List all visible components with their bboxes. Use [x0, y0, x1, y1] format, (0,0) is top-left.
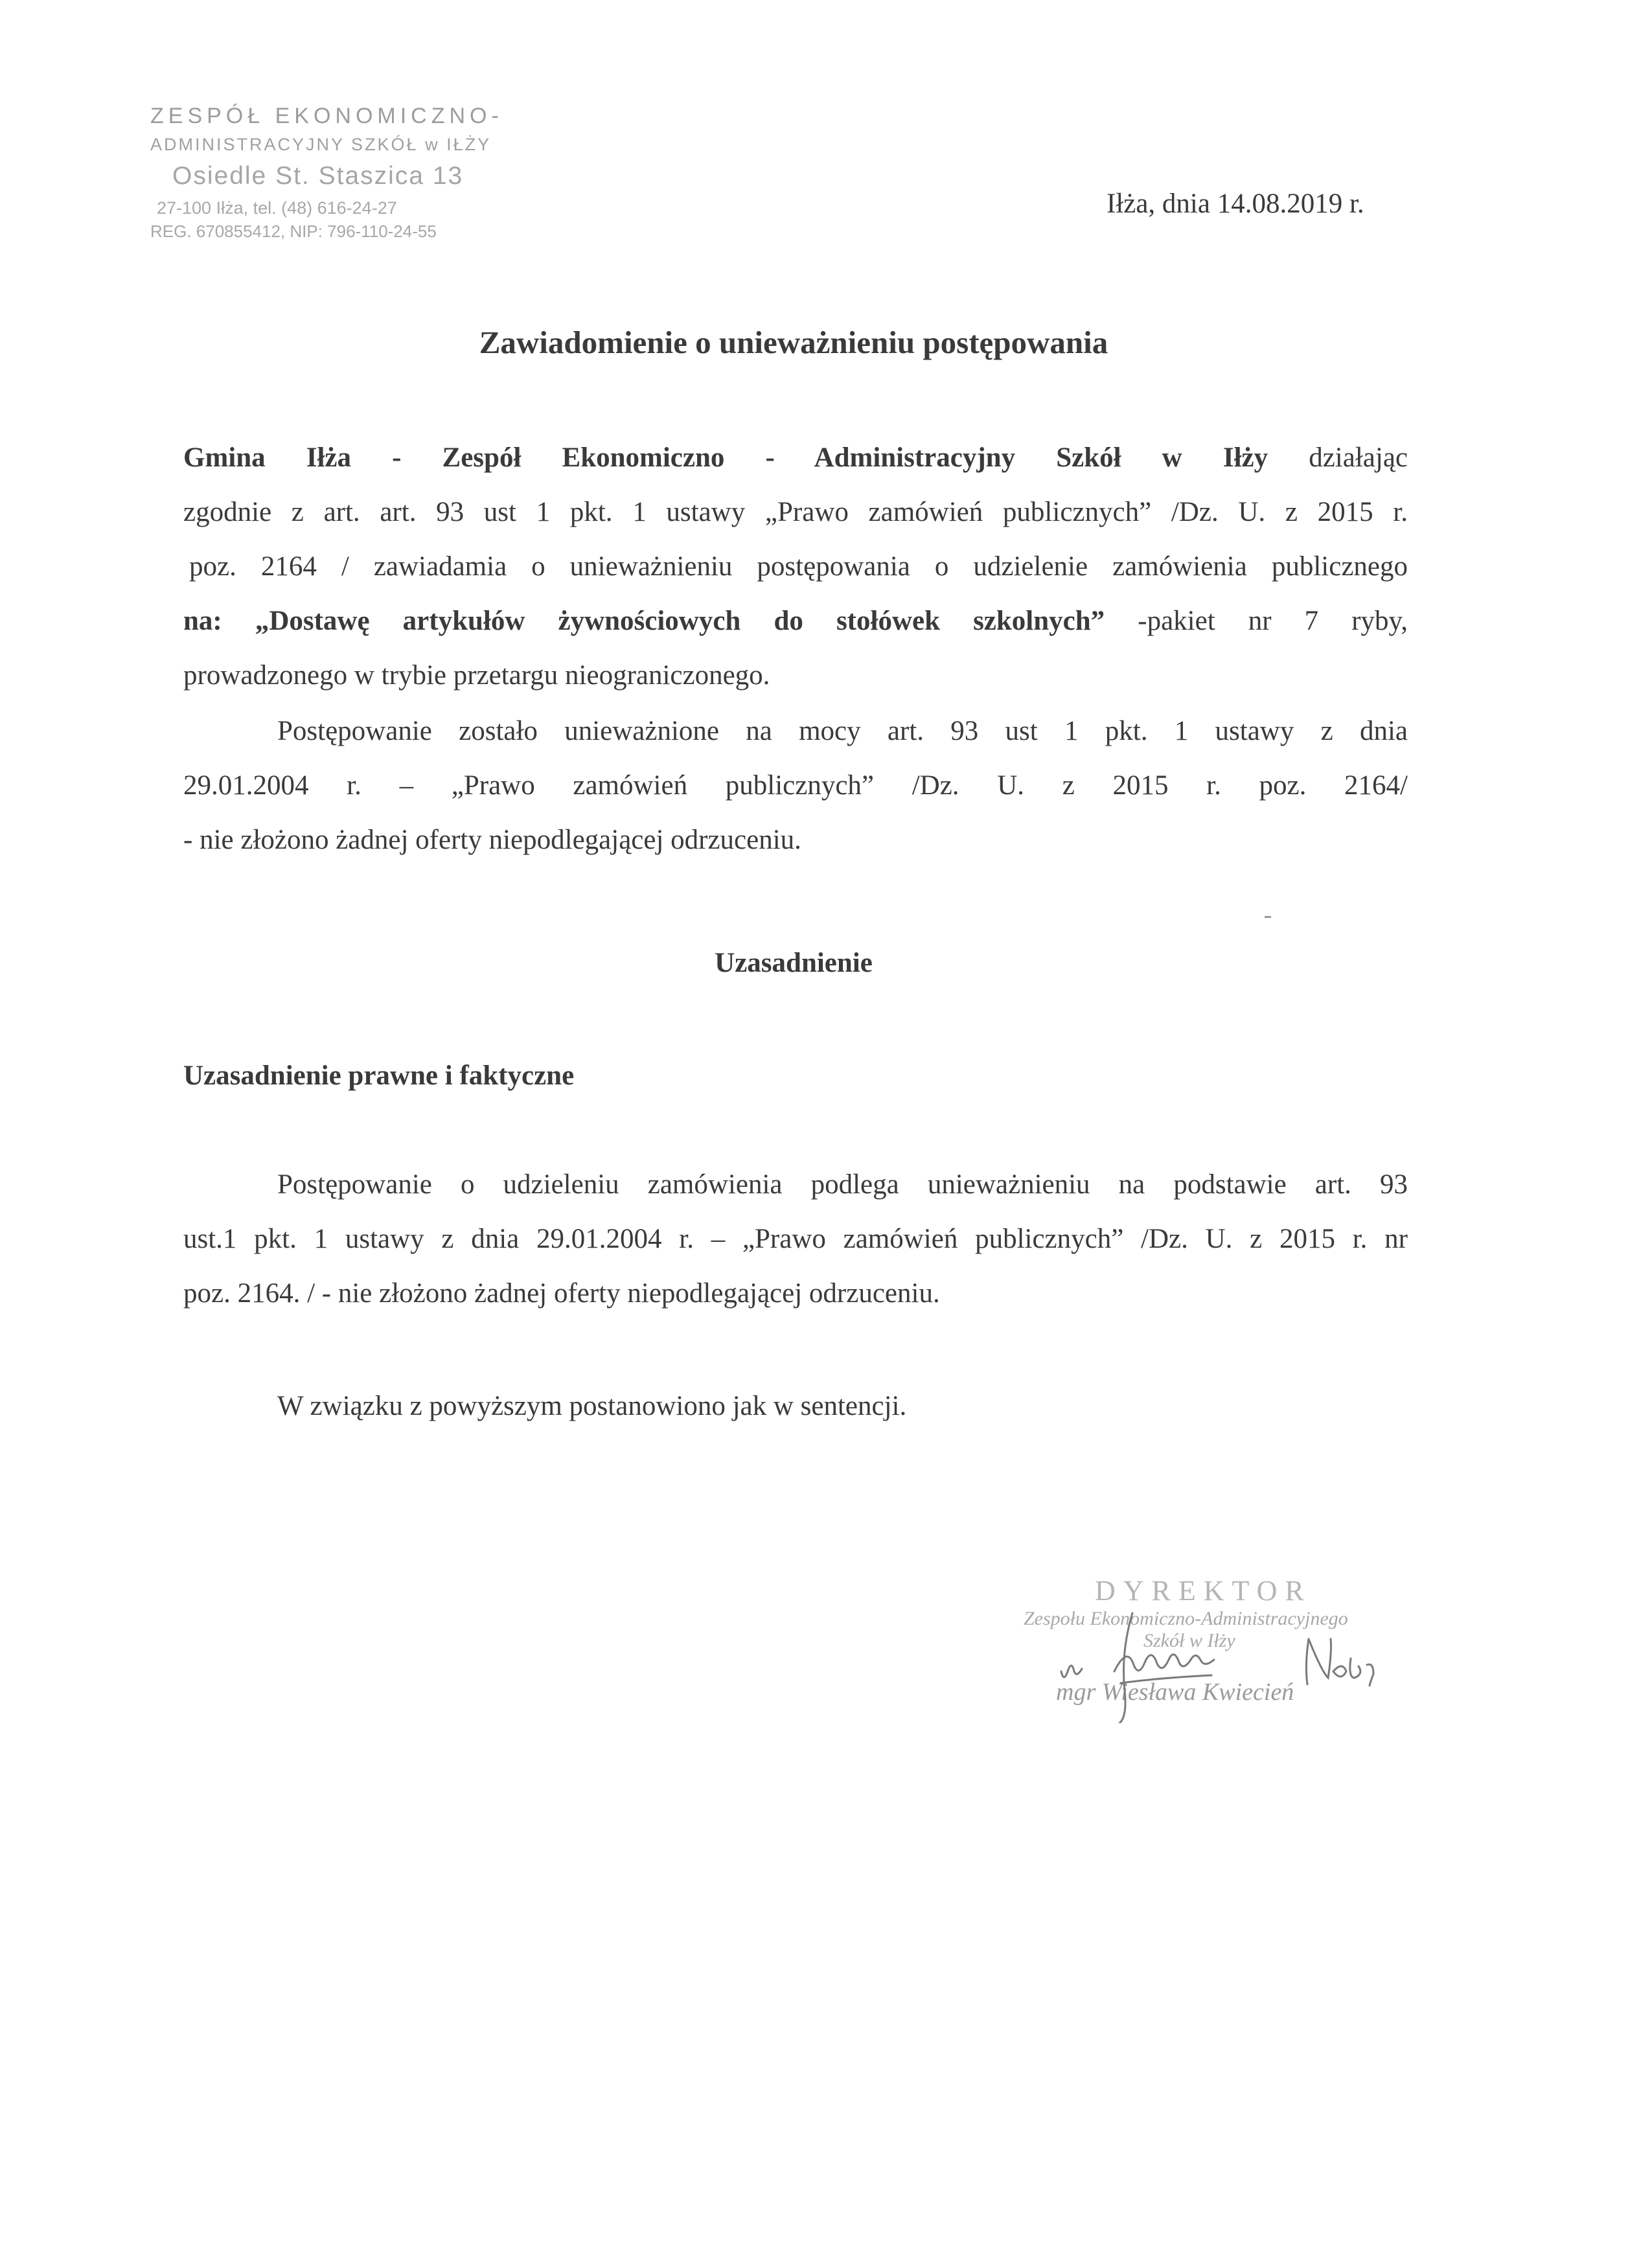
intro-line-5: prowadzonego w trybie przetargu nieograniczonego.: [183, 660, 770, 691]
intro-line-2: zgodnie z art. art. 93 ust 1 pkt. 1 ustawy „Prawo zamówień publicznych” /Dz. U. z 2015 r.: [183, 497, 1408, 527]
conclusion-text: W związku z powyższym postanowiono jak w sentencji.: [277, 1391, 907, 1421]
section-heading-legal: Uzasadnienie prawne i faktyczne: [183, 1060, 575, 1091]
section-heading-uzasadnienie: Uzasadnienie: [715, 948, 873, 978]
stamp-line-3: Osiedle St. Staszica 13: [172, 162, 464, 190]
justification-line-1: Postępowanie o udzieleniu zamówienia podlega unieważnieniu na podstawie art. 93: [277, 1169, 1408, 1200]
intro-line-4: [183, 605, 1408, 637]
document-title: Zawiadomienie o unieważnieniu postępowania: [479, 325, 1108, 360]
intro-line-7: 29.01.2004 r. – „Prawo zamówień publicznych” /Dz. U. z 2015 r. poz. 2164/: [183, 770, 1408, 801]
signature-name: mgr Wiesława Kwiecień: [1056, 1678, 1294, 1706]
intro-line-4-rest: -pakiet nr 7 ryby,: [1138, 606, 1408, 636]
justification-line-3: poz. 2164. / - nie złożono żadnej oferty niepodlegającej odrzuceniu.: [183, 1278, 940, 1309]
stamp-line-1: ZESPÓŁ EKONOMICZNO-: [150, 104, 503, 128]
document-date: Iłża, dnia 14.08.2019 r.: [1107, 189, 1364, 219]
justification-line-2: ust.1 pkt. 1 ustawy z dnia 29.01.2004 r. – „Prawo zamówień publicznych” /Dz. U. z 2015 r. nr: [183, 1224, 1408, 1254]
signature-city: Szkół w Iłży: [1143, 1630, 1235, 1651]
intro-line-4-prefix: na:: [183, 606, 222, 636]
stamp-line-2: ADMINISTRACYJNY SZKÓŁ w IŁŻY: [150, 135, 492, 154]
stamp-line-4: 27-100 Iłża, tel. (48) 616-24-27: [157, 198, 397, 218]
intro-line-1-bold: Gmina Iłża - Zespół Ekonomiczno - Administracyjny Szkół w Iłży: [183, 442, 1268, 473]
handwritten-signature: [1024, 1574, 1425, 1723]
intro-line-3: poz. 2164 / zawiadamia o unieważnieniu postępowania o udzielenie zamówienia publicznego: [189, 551, 1408, 582]
director-signature-stamp: [1024, 1574, 1425, 1723]
signature-title: DYREKTOR: [1095, 1575, 1312, 1607]
stamp-line-5: REG. 670855412, NIP: 796-110-24-55: [150, 222, 437, 241]
intro-line-8: - nie złożono żadnej oferty niepodlegającej odrzuceniu.: [183, 825, 801, 855]
intro-line-1: [183, 442, 1408, 474]
intro-line-1-rest: działając: [1309, 442, 1408, 473]
stray-mark: [1265, 916, 1271, 918]
procurement-subject: „Dostawę artykułów żywnościowych do stołówek szkolnych”: [255, 606, 1105, 636]
intro-line-6: Postępowanie zostało unieważnione na mocy art. 93 ust 1 pkt. 1 ustawy z dnia: [277, 716, 1408, 746]
signature-organization: Zespołu Ekonomiczno-Administracyjnego: [1024, 1608, 1348, 1629]
